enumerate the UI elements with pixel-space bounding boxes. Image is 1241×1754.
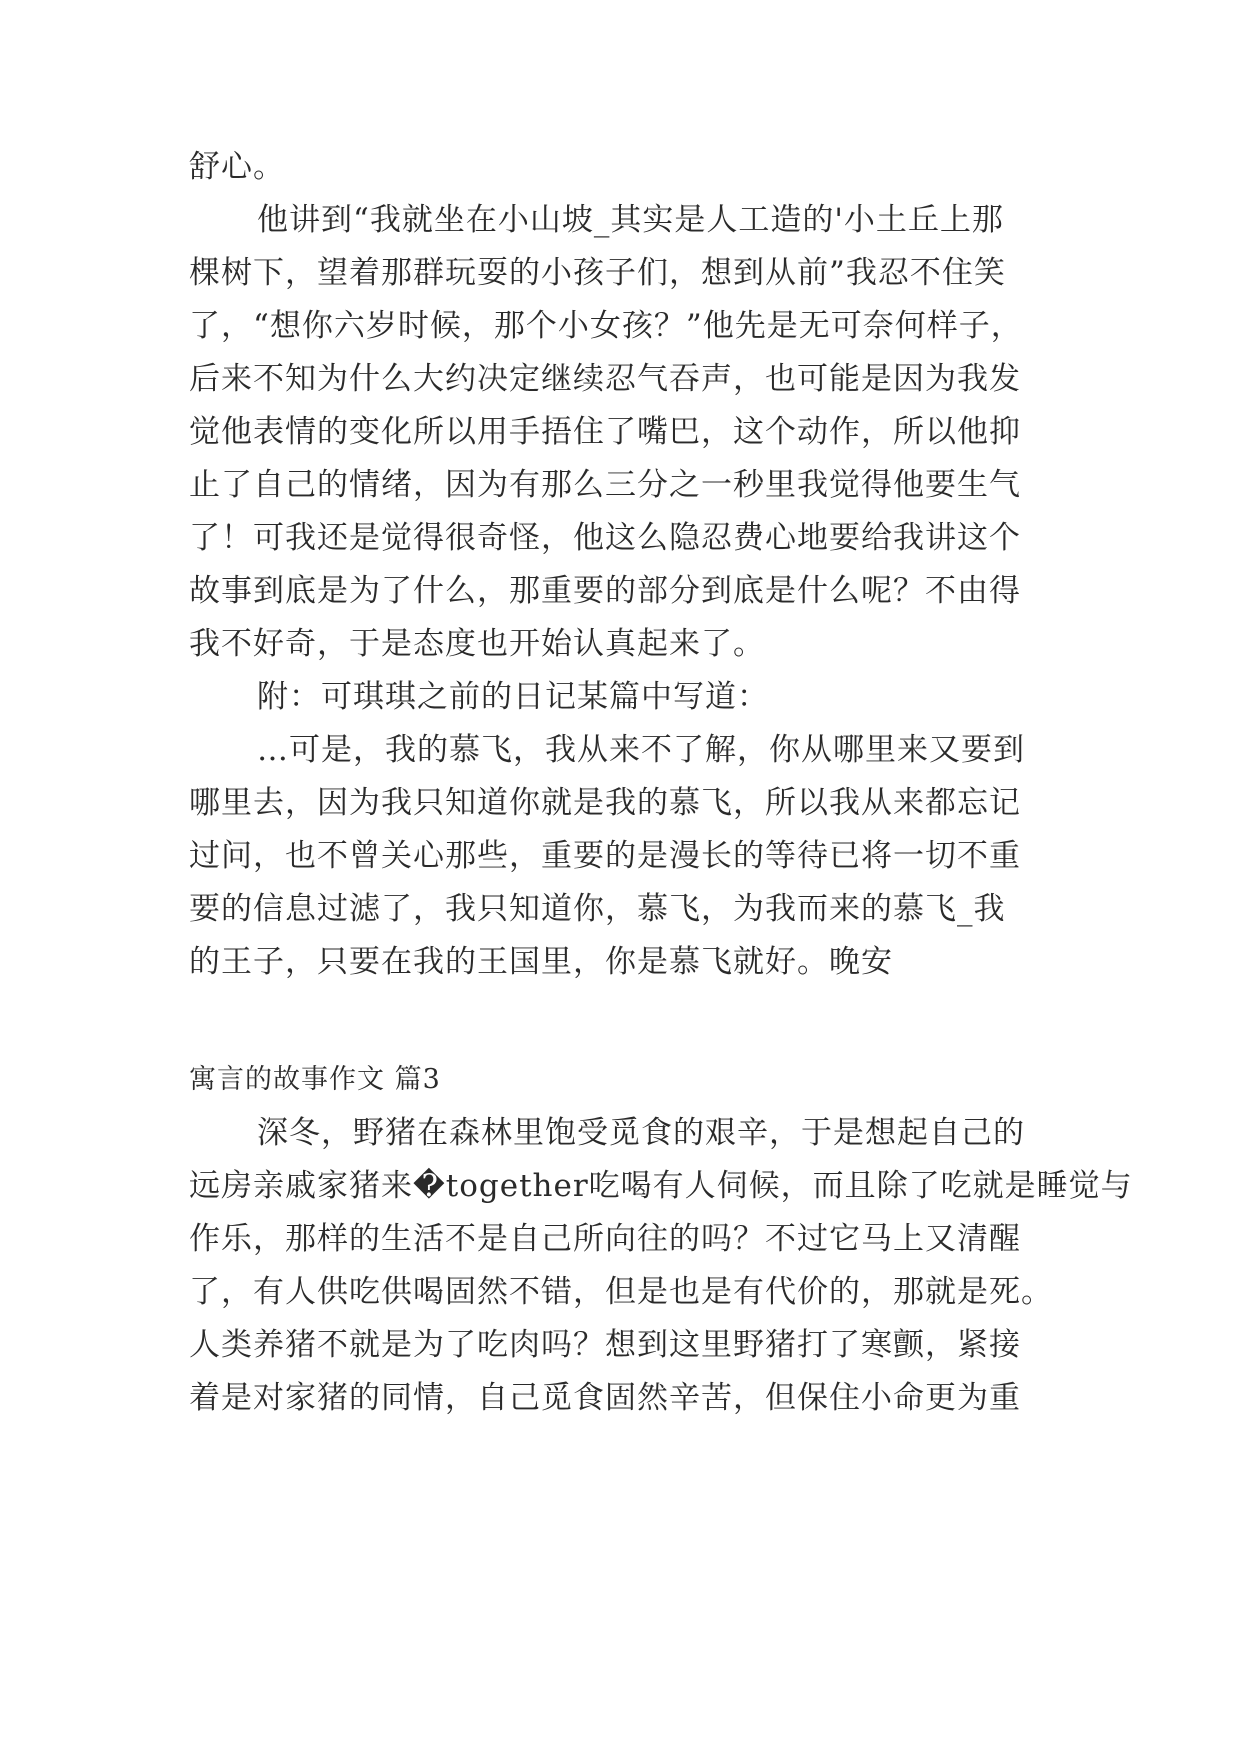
paragraph-line: 附：可琪琪之前的日记某篇中写道： (257, 679, 769, 715)
paragraph-line: 棵树下，望着那群玩耍的小孩子们，想到从前”我忍不住笑 (189, 255, 1006, 291)
paragraph-line: 过问，也不曾关心那些，重要的是漫长的等待已将一切不重 (189, 838, 1021, 874)
paragraph-line: 了，“想你六岁时候，那个小女孩？”他先是无可奈何样子， (189, 308, 1023, 344)
paragraph-line: 深冬，野猪在森林里饱受觅食的艰辛，于是想起自己的 (257, 1115, 1025, 1151)
paragraph-line: 故事到底是为了什么，那重要的部分到底是什么呢？不由得 (189, 573, 1021, 609)
paragraph-line: 要的信息过滤了，我只知道你，慕飞，为我而来的慕飞_我 (189, 891, 1006, 927)
paragraph-line: 了！可我还是觉得很奇怪，他这么隐忍费心地要给我讲这个 (189, 520, 1021, 556)
paragraph-line: 了，有人供吃供喝固然不错，但是也是有代价的，那就是死。 (189, 1274, 1053, 1310)
paragraph-line: 止了自己的情绪，因为有那么三分之一秒里我觉得他要生气 (189, 467, 1021, 503)
paragraph-line: 远房亲戚家猪来�together吃喝有人伺候，而且除了吃就是睡觉与 (189, 1168, 1133, 1204)
section-heading: 寓言的故事作文 篇3 (189, 1064, 441, 1095)
paragraph-line: 作乐，那样的生活不是自己所向往的吗？不过它马上又清醒 (189, 1221, 1021, 1257)
paragraph-line: 舒心。 (189, 149, 285, 185)
paragraph-line: 哪里去，因为我只知道你就是我的慕飞，所以我从来都忘记 (189, 785, 1021, 821)
paragraph-line: 后来不知为什么大约决定继续忍气吞声，也可能是因为我发 (189, 361, 1021, 397)
paragraph-line: 我不好奇，于是态度也开始认真起来了。 (189, 626, 765, 662)
paragraph-line: 他讲到“我就坐在小山坡_其实是人工造的'小土丘上那 (257, 202, 1004, 238)
paragraph-line: 人类养猪不就是为了吃肉吗？想到这里野猪打了寒颤，紧接 (189, 1327, 1021, 1363)
paragraph-line: 的王子，只要在我的王国里，你是慕飞就好。晚安 (189, 944, 893, 980)
paragraph-line: 觉他表情的变化所以用手捂住了嘴巴，这个动作，所以他抑 (189, 414, 1021, 450)
paragraph-line: …可是，我的慕飞，我从来不了解，你从哪里来又要到 (257, 732, 1025, 768)
paragraph-line: 着是对家猪的同情，自己觅食固然辛苦，但保住小命更为重 (189, 1380, 1021, 1416)
